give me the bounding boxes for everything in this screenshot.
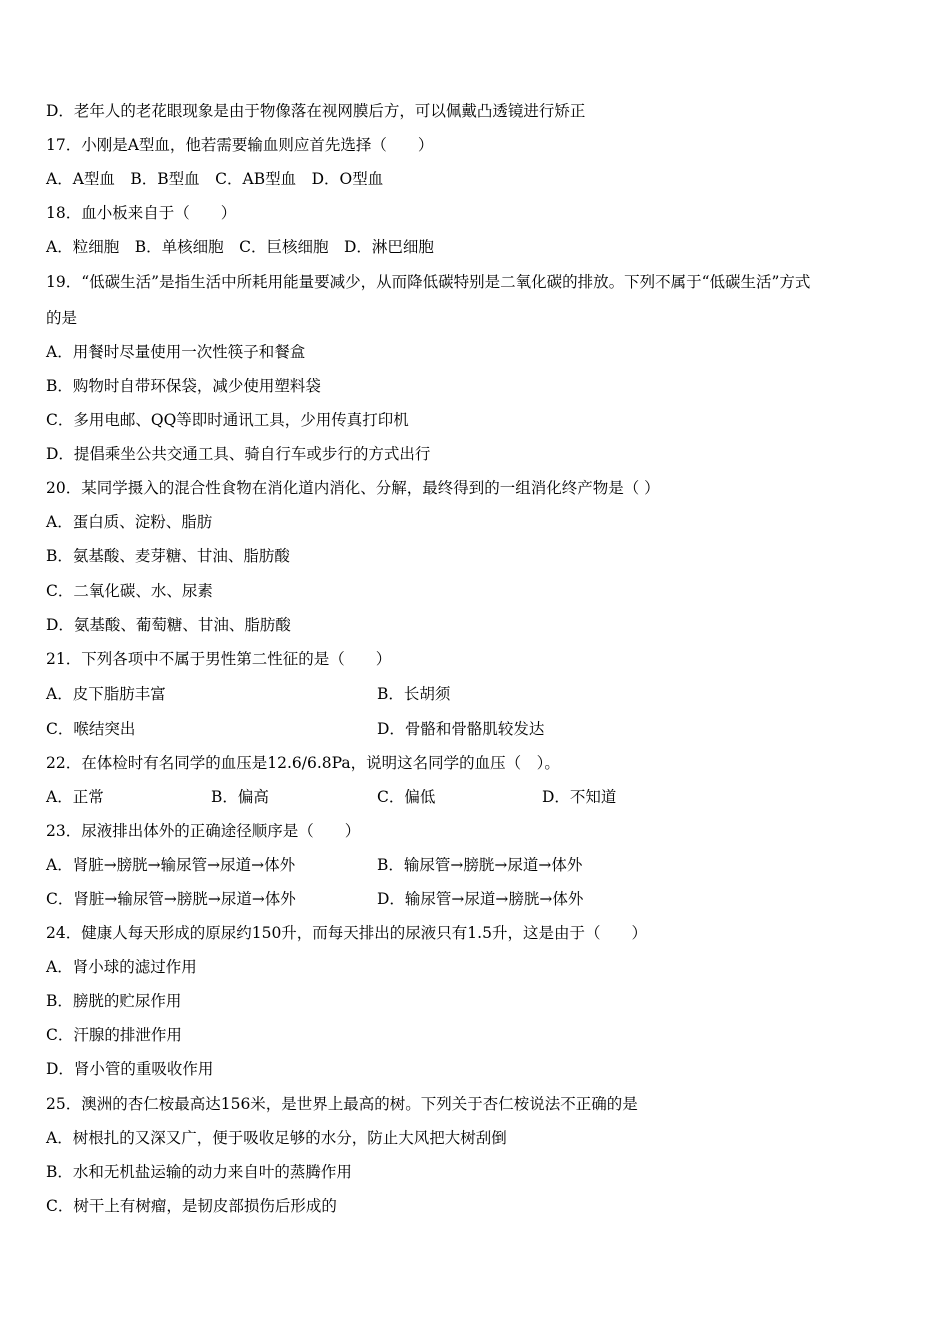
q21-option-b: B．长胡须: [377, 685, 451, 703]
q25-option-b: B．水和无机盐运输的动力来自叶的蒸腾作用: [46, 1163, 352, 1181]
q22-option-d: D．不知道: [542, 788, 617, 806]
q19-option-a: A．用餐时尽量使用一次性筷子和餐盒: [46, 343, 306, 361]
q19-option-d: D．提倡乘坐公共交通工具、骑自行车或步行的方式出行: [46, 445, 431, 463]
q23-option-b: B．输尿管→膀胱→尿道→体外: [377, 856, 583, 874]
q18-stem: 18．血小板来自于（ ）: [46, 204, 237, 222]
q18-options: A．粒细胞 B．单核细胞 C．巨核细胞 D．淋巴细胞: [46, 238, 434, 256]
q25-stem: 25．澳洲的杏仁桉最高达156米，是世界上最高的树。下列关于杏仁桉说法不正确的是: [46, 1095, 638, 1113]
q25-option-c: C．树干上有树瘤，是韧皮部损伤后形成的: [46, 1197, 337, 1215]
q24-option-a: A．肾小球的滤过作用: [46, 958, 197, 976]
q22-option-a: A．正常: [46, 788, 104, 806]
q24-stem: 24．健康人每天形成的原尿约150升，而每天排出的尿液只有1.5升，这是由于（ ）: [46, 924, 647, 942]
q20-stem: 20．某同学摄入的混合性食物在消化道内消化、分解，最终得到的一组消化终产物是（ ）: [46, 479, 660, 497]
q21-option-c: C．喉结突出: [46, 720, 136, 738]
q21-option-a: A．皮下脂肪丰富: [46, 685, 166, 703]
q16-option-d: D．老年人的老花眼现象是由于物像落在视网膜后方，可以佩戴凸透镜进行矫正: [46, 102, 586, 120]
q22-option-c: C．偏低: [377, 788, 436, 806]
q19-option-b: B．购物时自带环保袋，减少使用塑料袋: [46, 377, 321, 395]
q17-options: A．A型血 B．B型血 C．AB型血 D．O型血: [46, 170, 384, 188]
q17-stem: 17．小刚是A型血，他若需要输血则应首先选择（ ）: [46, 136, 434, 154]
q23-stem: 23．尿液排出体外的正确途径顺序是（ ）: [46, 822, 361, 840]
q19-stem-line1: 19．“低碳生活”是指生活中所耗用能量要减少，从而降低碳特别是二氧化碳的排放。下列不属于“低碳生活”方式: [46, 273, 811, 291]
q20-option-d: D．氨基酸、葡萄糖、甘油、脂肪酸: [46, 616, 291, 634]
q19-option-c: C．多用电邮、QQ等即时通讯工具，少用传真打印机: [46, 411, 409, 429]
q19-stem-line2: 的是: [46, 309, 78, 327]
q23-option-c: C．肾脏→输尿管→膀胱→尿道→体外: [46, 890, 296, 908]
q24-option-c: C．汗腺的排泄作用: [46, 1026, 182, 1044]
q21-stem: 21．下列各项中不属于男性第二性征的是（ ）: [46, 650, 392, 668]
q22-stem: 22．在体检时有名同学的血压是12.6/6.8Pa，说明这名同学的血压（ ）。: [46, 754, 560, 772]
q24-option-b: B．膀胱的贮尿作用: [46, 992, 182, 1010]
q21-option-d: D．骨骼和骨骼肌较发达: [377, 720, 545, 738]
q23-option-d: D．输尿管→尿道→膀胱→体外: [377, 890, 584, 908]
q20-option-a: A．蛋白质、淀粉、脂肪: [46, 513, 213, 531]
q22-option-b: B．偏高: [211, 788, 269, 806]
q23-option-a: A．肾脏→膀胱→输尿管→尿道→体外: [46, 856, 296, 874]
q24-option-d: D．肾小管的重吸收作用: [46, 1060, 214, 1078]
q20-option-c: C．二氧化碳、水、尿素: [46, 582, 213, 600]
q25-option-a: A．树根扎的又深又广，便于吸收足够的水分，防止大风把大树刮倒: [46, 1129, 507, 1147]
q20-option-b: B．氨基酸、麦芽糖、甘油、脂肪酸: [46, 547, 290, 565]
